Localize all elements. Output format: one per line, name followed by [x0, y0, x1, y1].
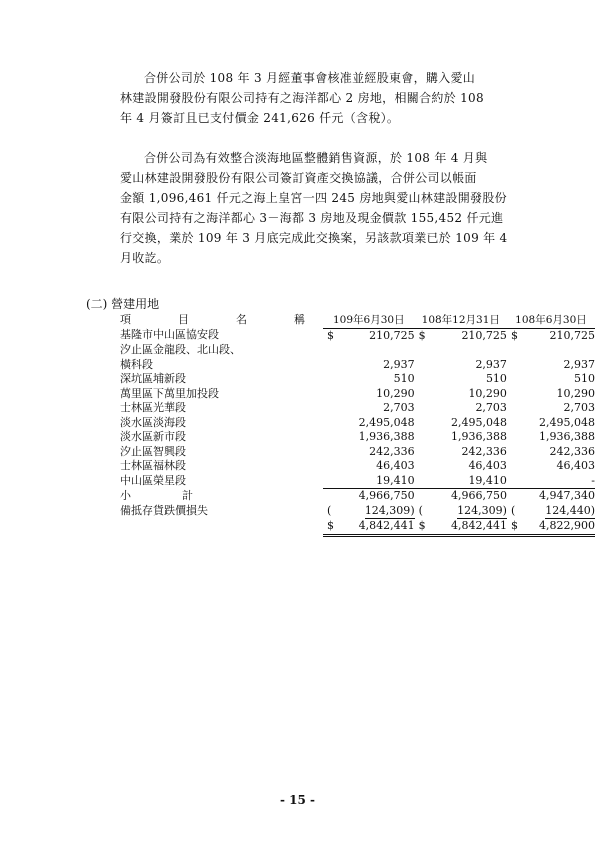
cell-content	[507, 358, 595, 373]
text-line: 合併公司為有效整合淡海地區整體銷售資源，於 108 年 4 月與	[144, 151, 488, 165]
table-cell	[323, 445, 415, 460]
text-line: 金額 1,096,461 仟元之海上皇宮一四 245 房地與愛山林建設開發股份	[120, 191, 507, 205]
cell-content	[415, 445, 507, 460]
cell-content	[415, 430, 507, 445]
currency-symbol: $	[418, 519, 426, 532]
table-cell	[507, 387, 595, 402]
cell-value: 124,309	[457, 503, 503, 517]
table-row	[120, 343, 595, 358]
cell-content	[415, 489, 507, 504]
table-cell	[415, 459, 507, 474]
cell-content	[323, 358, 415, 373]
row-label: 汐止區智興段	[120, 444, 186, 458]
row-label: 士林區福林段	[120, 459, 186, 472]
cell-value: 46,403	[468, 459, 507, 472]
cell-content	[507, 401, 595, 416]
table-cell	[415, 430, 507, 445]
cell-content	[507, 474, 595, 490]
table-cell	[323, 430, 415, 445]
cell-value-wrap	[365, 504, 415, 520]
cell-value-wrap	[457, 504, 507, 520]
table-cell	[415, 387, 507, 402]
paragraph-asset-purchase	[120, 68, 540, 128]
cell-value: 1,936,388	[450, 430, 507, 443]
row-label: 淡水區新市段	[120, 430, 186, 443]
table-cell	[415, 401, 507, 416]
cell-value: 19,410	[376, 473, 415, 487]
cell-value: 2,703	[475, 401, 507, 414]
row-label: 士林區光華段	[120, 401, 186, 414]
header-col-1: 109年6月30日	[323, 313, 415, 328]
table-cell	[323, 343, 415, 358]
table-cell	[507, 504, 595, 520]
cell-content	[323, 416, 415, 431]
currency-symbol: $	[510, 328, 518, 342]
cell-value: 124,309	[364, 503, 411, 517]
cell-content	[415, 504, 507, 520]
table-cell	[507, 358, 595, 373]
text-line: 有限公司持有之海洋都心 3－海都 3 房地及現金價款 155,452 仟元進	[120, 211, 504, 225]
table-cell	[323, 387, 415, 402]
subtotal-row	[120, 489, 595, 504]
table-cell	[323, 489, 415, 504]
cell-value: 242,336	[369, 444, 415, 458]
cell-value: 2,495,048	[450, 415, 507, 429]
row-label: 萬里區下萬里加投段	[120, 386, 219, 400]
cell-value-wrap	[545, 504, 595, 520]
row-label-empty	[120, 519, 323, 537]
table-cell	[507, 445, 595, 460]
allowance-row	[120, 504, 595, 520]
table-cell	[507, 343, 595, 358]
table-cell	[507, 328, 595, 343]
table-cell	[507, 430, 595, 445]
cell-value: 2,937	[563, 357, 595, 371]
cell-value: 46,403	[556, 459, 595, 472]
total-row	[120, 519, 595, 537]
table-cell	[507, 416, 595, 431]
cell-content	[323, 387, 415, 402]
cell-value: 4,947,340	[539, 489, 595, 502]
table-cell	[323, 401, 415, 416]
paren-close: )	[502, 503, 507, 517]
cell-content	[415, 387, 507, 402]
cell-content	[507, 329, 595, 344]
row-label: 備抵存貨跌價損失	[120, 504, 208, 517]
cell-content	[323, 459, 415, 474]
currency-symbol: $	[327, 328, 334, 342]
table-cell	[323, 504, 415, 520]
table-row	[120, 430, 595, 445]
cell-content	[507, 459, 595, 474]
text-line: 年 4 月簽訂且已支付價金 241,626 仟元（含稅）。	[120, 111, 400, 125]
cell-content	[415, 459, 507, 474]
table-cell	[323, 459, 415, 474]
cell-value: 4,966,750	[358, 489, 415, 502]
cell-content	[323, 489, 415, 504]
cell-value: 19,410	[468, 473, 507, 487]
cell-content	[415, 416, 507, 431]
table-row	[120, 459, 595, 474]
currency-symbol: $	[418, 328, 426, 342]
row-label: 淡水區淡海段	[120, 415, 186, 429]
currency-symbol: $	[510, 519, 518, 532]
cell-value: -	[591, 473, 595, 487]
table-cell	[415, 358, 507, 373]
text-line: 行交換，業於 109 年 3 月底完成此交換案，另該款項業已於 109 年 4	[120, 231, 508, 245]
table-cell	[323, 328, 415, 343]
table-row	[120, 445, 595, 460]
cell-value: 2,495,048	[358, 415, 415, 429]
cell-content	[507, 445, 595, 460]
table-cell	[507, 401, 595, 416]
cell-value: 210,725	[461, 328, 507, 342]
cell-value: 4,842,441	[450, 519, 507, 532]
cell-value: 210,725	[549, 328, 595, 342]
table-cell	[323, 372, 415, 387]
table-cell	[507, 372, 595, 387]
table-cell	[323, 358, 415, 373]
cell-value: 4,966,750	[450, 489, 507, 502]
table-cell	[415, 504, 507, 520]
cell-content	[415, 401, 507, 416]
cell-value: 2,937	[383, 357, 415, 371]
cell-content	[415, 358, 507, 373]
table-cell	[415, 519, 507, 537]
paren-open: (	[327, 503, 332, 517]
text-line: 林建設開發股份有限公司持有之海洋都心 2 房地，相關合約於 108	[120, 91, 484, 105]
cell-value: 10,290	[376, 386, 415, 400]
cell-content	[415, 519, 507, 537]
cell-content	[507, 489, 595, 504]
table-cell	[415, 474, 507, 490]
table-row	[120, 474, 595, 490]
cell-content	[507, 504, 595, 520]
table-cell	[415, 416, 507, 431]
header-col-2: 108年12月31日	[415, 313, 507, 328]
cell-value: 210,725	[369, 328, 415, 342]
cell-content	[507, 387, 595, 402]
table-cell	[507, 474, 595, 490]
row-label: 基隆市中山區協安段	[120, 328, 219, 342]
cell-content	[323, 430, 415, 445]
cell-content	[415, 372, 507, 387]
table-row	[120, 358, 595, 373]
table-cell	[507, 489, 595, 504]
row-label: 汐止區金龍段、北山段、	[120, 343, 241, 356]
row-label: 橫科段	[120, 357, 153, 371]
cell-value: 242,336	[461, 444, 507, 458]
text-line: 合併公司於 108 年 3 月經董事會核准並經股東會，購入愛山	[144, 71, 476, 85]
header-item: 項 目 名 稱	[120, 313, 323, 327]
cell-value: 4,842,441	[358, 519, 415, 532]
cell-value: 510	[574, 372, 595, 385]
cell-content	[323, 401, 415, 416]
page-number: - 15 -	[279, 793, 315, 807]
cell-content	[323, 445, 415, 460]
construction-land-table	[120, 313, 595, 537]
cell-content	[507, 372, 595, 387]
table-cell	[323, 416, 415, 431]
row-label: 小 計	[120, 489, 213, 502]
paren-open: (	[510, 503, 516, 517]
cell-value: 4,822,900	[539, 519, 595, 532]
table-cell	[415, 372, 507, 387]
paragraph-asset-exchange	[120, 148, 540, 268]
table-row	[120, 387, 595, 402]
cell-value: 10,290	[556, 386, 595, 400]
currency-symbol: $	[327, 519, 334, 532]
cell-value: 1,936,388	[539, 430, 595, 443]
table-row	[120, 416, 595, 431]
paren-close: )	[410, 503, 415, 517]
table-cell	[415, 445, 507, 460]
cell-content	[415, 329, 507, 344]
cell-content	[507, 430, 595, 445]
cell-content	[323, 474, 415, 490]
row-label: 深坑區埔新段	[120, 372, 186, 385]
text-line: 月收訖。	[120, 251, 170, 265]
cell-value: 10,290	[468, 386, 507, 400]
cell-content	[507, 519, 595, 537]
cell-value: 2,937	[475, 357, 507, 371]
table-header-row	[120, 313, 595, 328]
cell-content	[415, 474, 507, 490]
text-line: 愛山林建設開發股份有限公司簽訂資產交換協議，合併公司以帳面	[120, 171, 477, 185]
cell-value: 2,703	[563, 401, 595, 414]
table-cell	[415, 343, 507, 358]
cell-value: 2,703	[383, 401, 415, 414]
row-label: 中山區榮星段	[120, 474, 186, 487]
table-row	[120, 401, 595, 416]
cell-value: 242,336	[549, 444, 595, 458]
table-cell	[415, 328, 507, 343]
table-cell	[323, 474, 415, 490]
cell-content	[323, 329, 415, 344]
table-cell	[507, 459, 595, 474]
table-cell	[323, 519, 415, 537]
cell-value: 1,936,388	[358, 430, 415, 443]
table-row	[120, 372, 595, 387]
cell-value: 510	[393, 372, 415, 385]
cell-value: 124,440	[545, 503, 591, 517]
table-row	[120, 328, 595, 343]
cell-content	[323, 504, 415, 520]
table-cell	[415, 489, 507, 504]
cell-content	[507, 416, 595, 431]
paren-close: )	[590, 503, 595, 517]
cell-content	[323, 519, 415, 537]
cell-value: 2,495,048	[539, 415, 595, 429]
paren-open: (	[418, 503, 423, 517]
cell-content	[323, 372, 415, 387]
section-heading: (二) 營建用地	[86, 297, 160, 311]
cell-value: 510	[485, 372, 507, 385]
table-cell	[507, 519, 595, 537]
cell-value: 46,403	[376, 459, 415, 472]
header-col-3: 108年6月30日	[507, 313, 595, 328]
